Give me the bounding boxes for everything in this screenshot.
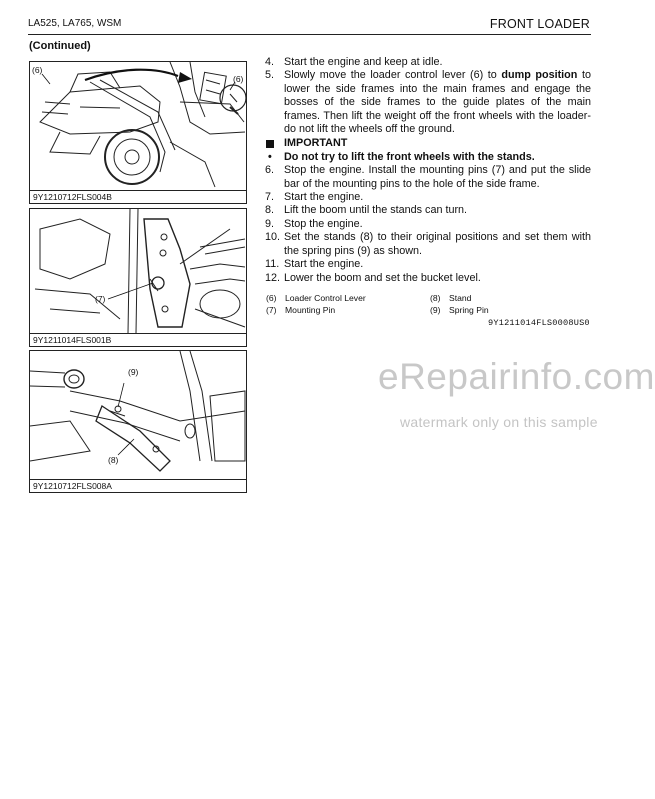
header-section-title: FRONT LOADER	[489, 17, 590, 31]
step-7: 7. Start the engine.	[265, 191, 364, 204]
procedure-steps	[265, 56, 591, 285]
figure-stand-spring-pin	[29, 350, 247, 493]
step-9: 9. Stop the engine.	[265, 217, 363, 230]
important-square-icon	[266, 140, 274, 148]
figure-code: 9Y1211014FLS001B	[30, 333, 246, 346]
callout-6-left: (6)	[32, 65, 43, 75]
step-10: 10. Set the stands (8) to their original positions and set them with the spring pins (9) as shown.	[265, 231, 591, 257]
step-8: 8. Lift the boom until the stands can turn.	[265, 204, 468, 217]
figure-mounting-pin	[29, 208, 247, 347]
step-12: 12. Lower the boom and set the bucket level.	[265, 271, 481, 284]
watermark-site: eRepairinfo.com	[378, 356, 655, 397]
figure-code: 9Y1210712FLS004B	[30, 190, 246, 203]
figure-loader-control-lever	[29, 61, 247, 204]
important-bullet: • Do not try to lift the front wheels with the stands.	[268, 150, 535, 163]
callout-7: (7)	[95, 294, 106, 304]
legend-row: (6) Loader Control Lever (8) Stand	[266, 293, 472, 303]
mounting-pin-illustration	[30, 209, 246, 333]
header-models: LA525, LA765, WSM	[28, 18, 122, 29]
step-11: 11. Start the engine.	[265, 258, 364, 271]
parts-legend	[266, 292, 489, 316]
step-6: 6. Stop the engine. Install the mounting pins (7) and put the slide bar of the mounting pins to the hole of the side frame.	[265, 164, 591, 190]
callout-9: (9)	[128, 367, 139, 377]
callout-6-right: (6)	[233, 74, 244, 84]
tractor-illustration	[30, 62, 246, 190]
step-4: 4. Start the engine and keep at idle.	[265, 56, 443, 68]
reference-code: 9Y1211014FLS0008US0	[488, 318, 590, 328]
figure-code: 9Y1210712FLS008A	[30, 479, 246, 492]
continued-label: (Continued)	[29, 40, 91, 52]
callout-8: (8)	[108, 455, 119, 465]
important-notice: IMPORTANT	[265, 137, 591, 150]
watermark-note: watermark only on this sample	[400, 414, 598, 430]
step-5: 5. Slowly move the loader control lever (6) to dump position to lower the side frames into the main frames and engage the bosses of the side frames to the guide plates of the main frames. Then lift the weight off the front wheels with the loader-do not lift the wheels off the ground.	[265, 69, 591, 136]
legend-row: (7) Mounting Pin (9) Spring Pin	[266, 305, 489, 315]
header-divider	[28, 34, 591, 35]
